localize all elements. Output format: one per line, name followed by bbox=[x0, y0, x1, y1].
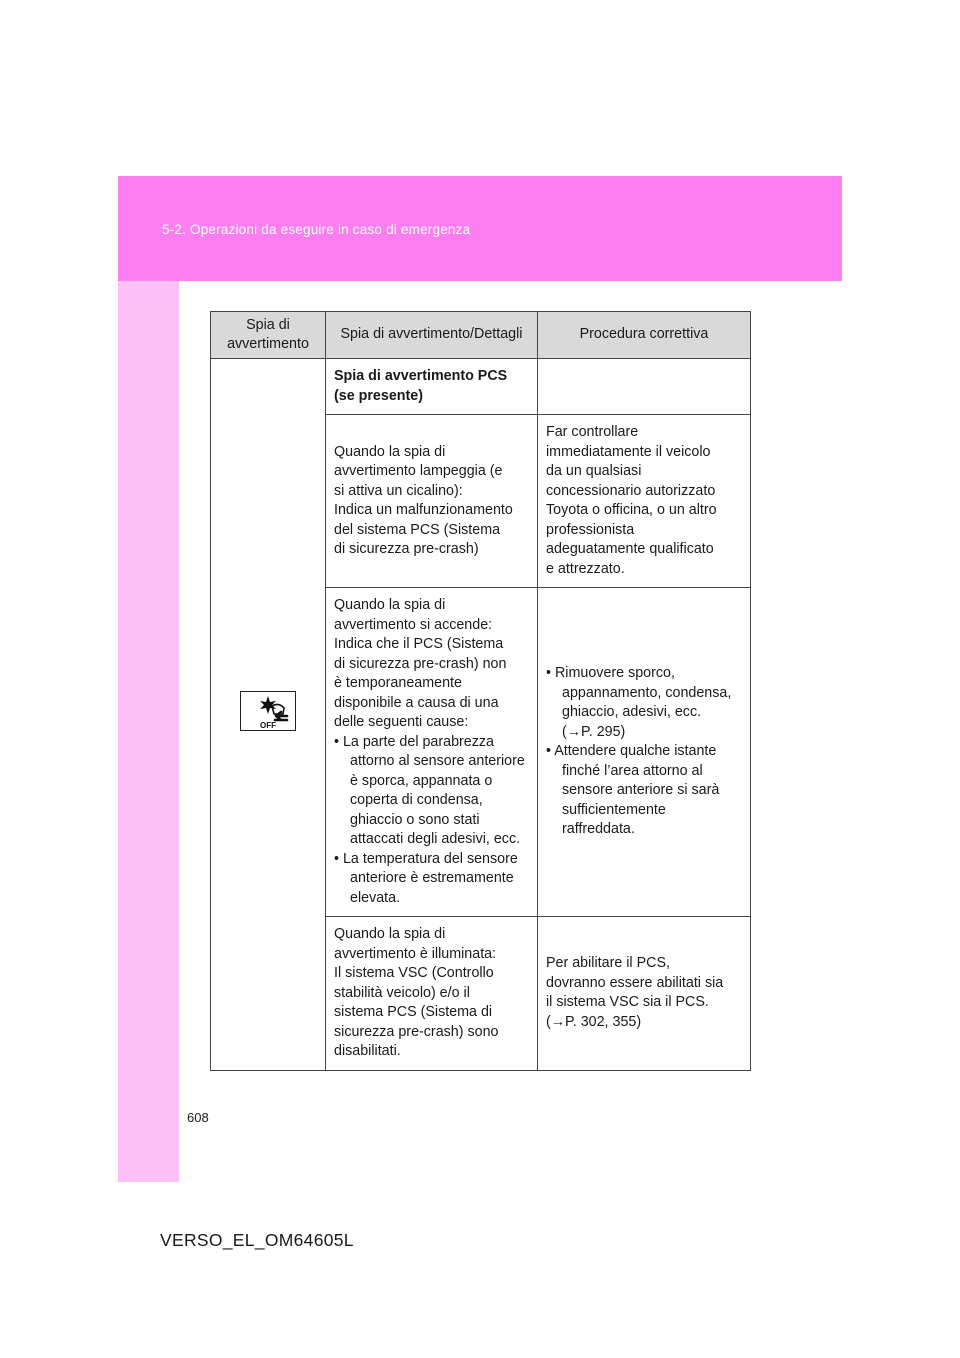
procedure-cell bbox=[538, 359, 751, 415]
pcs-off-warning-icon bbox=[240, 691, 296, 731]
page-number: 608 bbox=[187, 1110, 209, 1125]
details-cell: Quando la spia di avvertimento lampeggia (e si attiva un cicalino): Indica un malfunzionamento del sistema PCS (Sistema di sicurezza pre-crash) bbox=[326, 415, 538, 588]
details-intro: Quando la spia di avvertimento si accende: Indica che il PCS (Sistema di sicurezza pre-crash) non è temporaneamente disponibile a causa di una delle seguenti cause: bbox=[334, 597, 507, 730]
details-cell: Spia di avvertimento PCS (se presente) bbox=[326, 359, 538, 415]
document-code: VERSO_EL_OM64605L bbox=[160, 1230, 354, 1250]
section-title: 5-2. Operazioni da eseguire in caso di emergenza bbox=[162, 222, 471, 237]
procedure-bullet: • Rimuovere sporco, appannamento, condensa, ghiaccio, adesivi, ecc. (→P. 295) bbox=[546, 665, 732, 740]
details-bullet: • La temperatura del sensore anteriore è estremamente elevata. bbox=[334, 850, 518, 906]
column-header-details: Spia di avvertimento/Dettagli bbox=[326, 312, 538, 359]
lamp-cell bbox=[211, 359, 326, 1071]
table-row bbox=[211, 359, 751, 415]
details-cell bbox=[326, 588, 538, 917]
warning-lights-table bbox=[210, 311, 751, 1071]
side-margin-strip bbox=[118, 281, 179, 1182]
procedure-bullet: • Attendere qualche istante finché l’area attorno al sensore anteriore si sarà sufficientemente raffreddata. bbox=[546, 743, 720, 838]
table-header-row bbox=[211, 312, 751, 359]
details-cell: Quando la spia di avvertimento è illuminata: Il sistema VSC (Controllo stabilità veicolo) e/o il sistema PCS (Sistema di sicurezza pre-crash) sono disabilitati. bbox=[326, 917, 538, 1071]
procedure-cell: Per abilitare il PCS, dovranno essere abilitati sia il sistema VSC sia il PCS. (→P. 302, 355) bbox=[538, 917, 751, 1071]
procedure-cell bbox=[538, 588, 751, 917]
procedure-cell: Far controllare immediatamente il veicolo da un qualsiasi concessionario autorizzato Toyota o officina, o un altro professionista adeguatamente qualificato e attrezzato. bbox=[538, 415, 751, 588]
lamp-off-label: OFF bbox=[260, 721, 276, 730]
column-header-lamp: Spia di avvertimento bbox=[211, 312, 326, 359]
column-header-procedure: Procedura correttiva bbox=[538, 312, 751, 359]
details-bullet: • La parte del parabrezza attorno al sensore anteriore è sporca, appannata o coperta di condensa, ghiaccio o sono stati attaccati degli adesivi, ecc. bbox=[334, 733, 525, 847]
